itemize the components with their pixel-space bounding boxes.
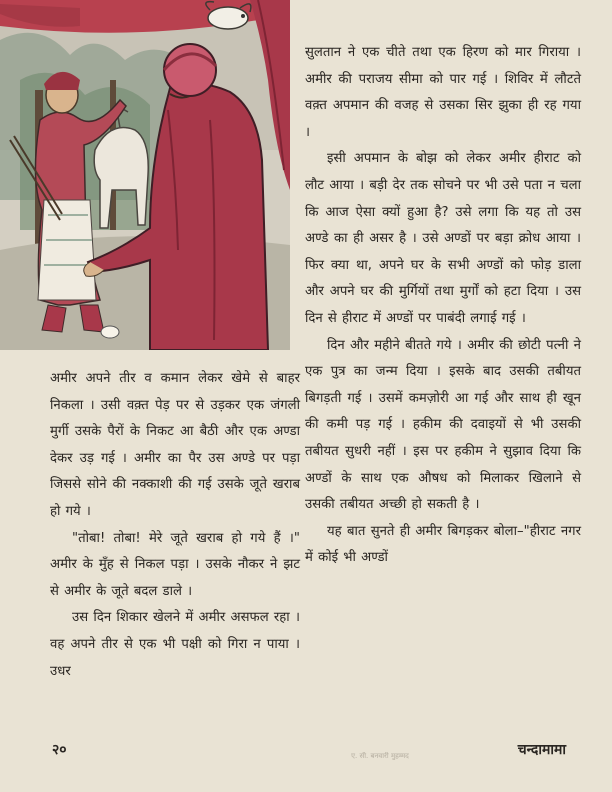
story-illustration <box>0 0 290 350</box>
paragraph: सुलतान ने एक चीते तथा एक हिरण को मार गिराया । अमीर की पराजय सीमा को पार गई । शिविर में लौटते वक़्त अपमान की वजह से उसका सिर झुका ही रह गया । <box>305 45 581 140</box>
paragraph: दिन और महीने बीतते गये । अमीर की छोटी पत्नी ने एक पुत्र का जन्म दिया । इसके बाद उसकी तबीयत बिगड़ती गई । उसमें कमज़ोरी आ गई और साथ ही खून की कमी पड़ गई । हकीम की दवाइयों से भी उसकी तबीयत सुधरी नहीं । इस पर हकीम ने सुझाव दिया कि अण्डों के साथ एक औषध को मिलाकर खिलाने से उसकी तबीयत अच्छी हो सकती है । <box>305 337 581 513</box>
illustration-svg <box>0 0 290 350</box>
right-text-column <box>305 40 581 572</box>
egg-drawing <box>101 326 119 338</box>
magazine-name: चन्दामामा <box>517 742 566 758</box>
page-number: २० <box>52 742 67 758</box>
faint-footer-text: ए. सी. बनवारी मुहम्मद <box>351 752 409 760</box>
paragraph: "तोबा! तोबा! मेरे जूते खराब हो गये हैं ।" अमीर के मुँह से निकल पड़ा । उसके नौकर ने झट से अमीर के जूते बदल डाले । <box>50 530 300 599</box>
paragraph: अमीर अपने तीर व कमान लेकर खेमे से बाहर निकला । उसी वक़्त पेड़ पर से उड़कर एक जंगली मुर्गी उसके पैरों के निकट आ बैठी और एक अण्डा देकर उड़ गई । अमीर का पैर उस अण्डे पर पड़ा जिससे सोने की नक्काशी की गई उसके जूते खराब हो गये । <box>50 371 300 519</box>
left-text-column <box>50 366 300 685</box>
paragraph: इसी अपमान के बोझ को लेकर अमीर हीराट को लौट आया । बड़ी देर तक सोचने पर भी उसे पता न चला कि आज ऐसा क्यों हुआ है? उसे लगा कि यह तो उस अण्डे का ही असर है । उसे अण्डों पर बड़ा क्रोध आया । फिर क्या था, अपने घर के सभी अण्डों को फोड़ डाला और अपने घर की मुर्गियों तथा मुर्गों को हटा दिया । उस दिन से हीराट में अण्डों पर पाबंदी लगाई गई । <box>305 151 581 326</box>
paragraph: यह बात सुनते ही अमीर बिगड़कर बोला–"हीराट नगर में कोई भी अण्डों <box>305 523 581 566</box>
paragraph: उस दिन शिकार खेलने में अमीर असफल रहा । वह अपने तीर से एक भी पक्षी को गिरा न पाया । उधर <box>50 610 300 679</box>
